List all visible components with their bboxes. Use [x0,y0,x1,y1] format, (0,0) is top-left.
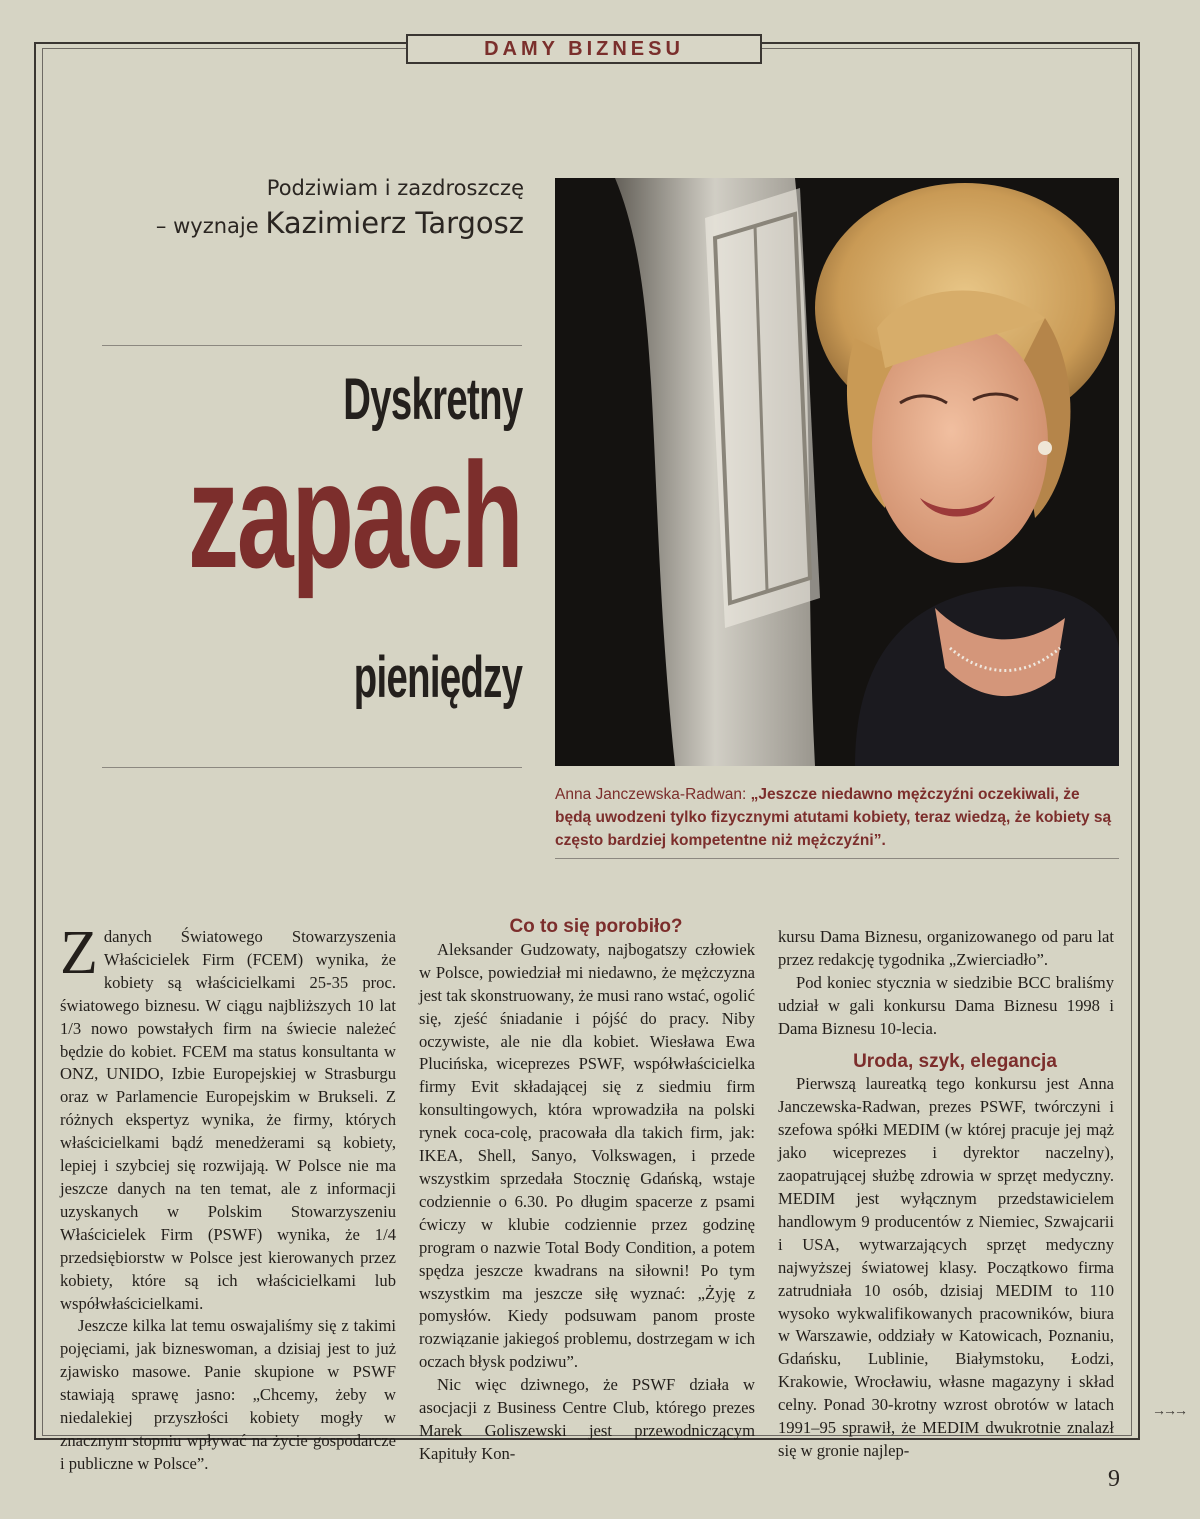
col2-paragraph-2: Nic więc dziwnego, że PSWF działa w asocjacji z Business Centre Club, którego prezes Marek Goliszewski jest przewodniczącym Kapituły Kon- [419,1375,755,1463]
portrait-photo [555,178,1119,766]
dropcap: Z [60,919,98,987]
kicker-line2 [156,204,524,245]
headline-line3: pieniędzy [353,645,522,710]
kicker-line1: Podziwiam i zazdroszczę [266,176,524,200]
col1-paragraph-1 [60,919,396,1315]
page-number: 9 [1108,1466,1120,1492]
article-column-2 [419,916,755,1466]
headline-top-rule [102,345,522,346]
col3-paragraph-2: Pod koniec stycznia w siedzibie BCC braliśmy udział w gali konkursu Dama Biznesu 1998 i Dama Biznesu 10-lecia. [778,972,1114,1038]
col2-subhead: Co to się porobiło? [509,916,683,937]
headline-bottom-rule [102,767,522,768]
section-tag: DAMY BIZNESU [406,34,762,64]
col3-paragraph-3: Pierwszą laureatką tego konkursu jest Anna Janczewska-Radwan, prezes PSWF, twórczyni i szefowa spółki MEDIM (w której pracuje jej mąż jako wiceprezes i dyrektor naczelny), zaopatrującej służbę zdrowia w sprzęt medyczny. MEDIM jest wyłącznym przedstawicielem handlowym 9 producentów z Niemiec, Szwajcarii i USA, wytwarzających sprzęt medyczny najwyższej światowej klasy. Początkowo firma zatrudniała 10 osób, dzisiaj MEDIM to 110 wysoko wykwalifikowanych pracowników, biura w Warszawie, oddziały w Katowicach, Poznaniu, Gdańsku, Lublinie, Białymstoku, Łodzi, Krakowie, Wrocławiu, własne magazyny i skład celny. Ponad 30-krotny wzrost obrotów w latach 1991–95 sprawił, że MEDIM dwukrotnie znalazł się w gronie najlep- [778,1074,1114,1460]
caption-quote: „Jeszcze niedawno mężczyźni oczekiwali, że będą uwodzeni tylko fizycznymi atutami kobiety, teraz wiedzą, że kobiety są często bardziej kompetentne niż mężczyźni”. [555,786,1112,849]
col1-paragraph-2: Jeszcze kilka lat temu oswajaliśmy się z takimi pojęciami, jak bizneswoman, a dzisiaj jest to już zjawisko masowe. Panie skupione w PSWF stawiają sprawę jasno: „Chcemy, żeby w niedalekiej przyszłości kobiety mogły w znacznym stopniu wpływać na życie gospodarcze i publiczne w Polsce”. [60,1316,396,1473]
headline-line1: Dyskretny [342,367,522,432]
col2-paragraph-1: Aleksander Gudzowaty, najbogatszy człowiek w Polsce, powiedział mi niedawno, że mężczyzna jest tak skonstruowany, że musi rano wstać, ogolić się, zjeść śniadanie i pójść do pracy. Niby oczywiste, ale nie dla kobiet. Wiesława Ewa Plucińska, wiceprezes PSWF, współwłaścicielka firmy Evit składającej się z siedmiu firm konsultingowych, która wprowadziła na polski rynek coca-colę, pracowała dla takich firm, jak: IKEA, Shell, Sanyo, Volkswagen, i przede wszystkim sprzedała Stocznię Gdańską, wstaje codziennie o 6.30. Po długim spacerze z psami ćwiczy w klubie codziennie przez godzinę program o nazwie Total Body Condition, a potem spędza jeszcze kwadrans na siłowni! Po tym wszystkim ma jeszcze siłę wyznać: „Żyję z pomysłów. Kiedy podsuwam panom proste rozwiązanie jakiegoś problemu, dostrzegam w ich oczach błysk podziwu”. [419,939,755,1372]
col3-subhead: Uroda, szyk, elegancja [853,1050,1057,1072]
col1-p1-text: danych Światowego Stowarzyszenia Właścicielek Firm (FCEM) wynika, że kobiety są właścicielkami 25-35 proc. światowego biznesu. W ciągu najbliższych 10 lat 1/3 nowo powstałych firm na świecie należeć będzie do kobiet. FCEM ma status konsultanta w ONZ, UNIDO, Izbie Europejskiej w Strasburgu oraz w Parlamencie Europejskim w Brukseli. Z różnych ekspertyz wynika, że firmy, których właścicielkami bądź menedżerami są kobiety, lepiej i szybciej się rozwijają. W Polsce nie ma jeszcze danych na ten temat, ale z informacji uzyskanych w Polskim Stowarzyszeniu Właścicielek Firm (PSWF) wynika, że 1/4 przedsiębiorstw w Polsce jest kierowanych przez kobiety, które są ich właścicielkami lub współwłaścicielkami. [60,927,396,1313]
headline-line2: zapach [188,431,522,599]
caption-rule [555,858,1119,859]
kicker [156,172,524,245]
kicker-prefix: – wyznaje [155,214,259,238]
article-column-1 [60,919,396,1476]
article-column-3 [778,926,1114,1463]
continue-arrow-icon: →→→ [1152,1404,1185,1419]
portrait-illustration [555,178,1119,766]
col3-paragraph-1: kursu Dama Biznesu, organizowanego od paru lat przez redakcję tygodnika „Zwierciadło”. [778,927,1114,969]
headline [102,360,522,760]
caption-speaker: Anna Janczewska-Radwan: [555,786,747,803]
kicker-author: Kazimierz Targosz [265,206,524,240]
photo-caption [555,783,1115,852]
